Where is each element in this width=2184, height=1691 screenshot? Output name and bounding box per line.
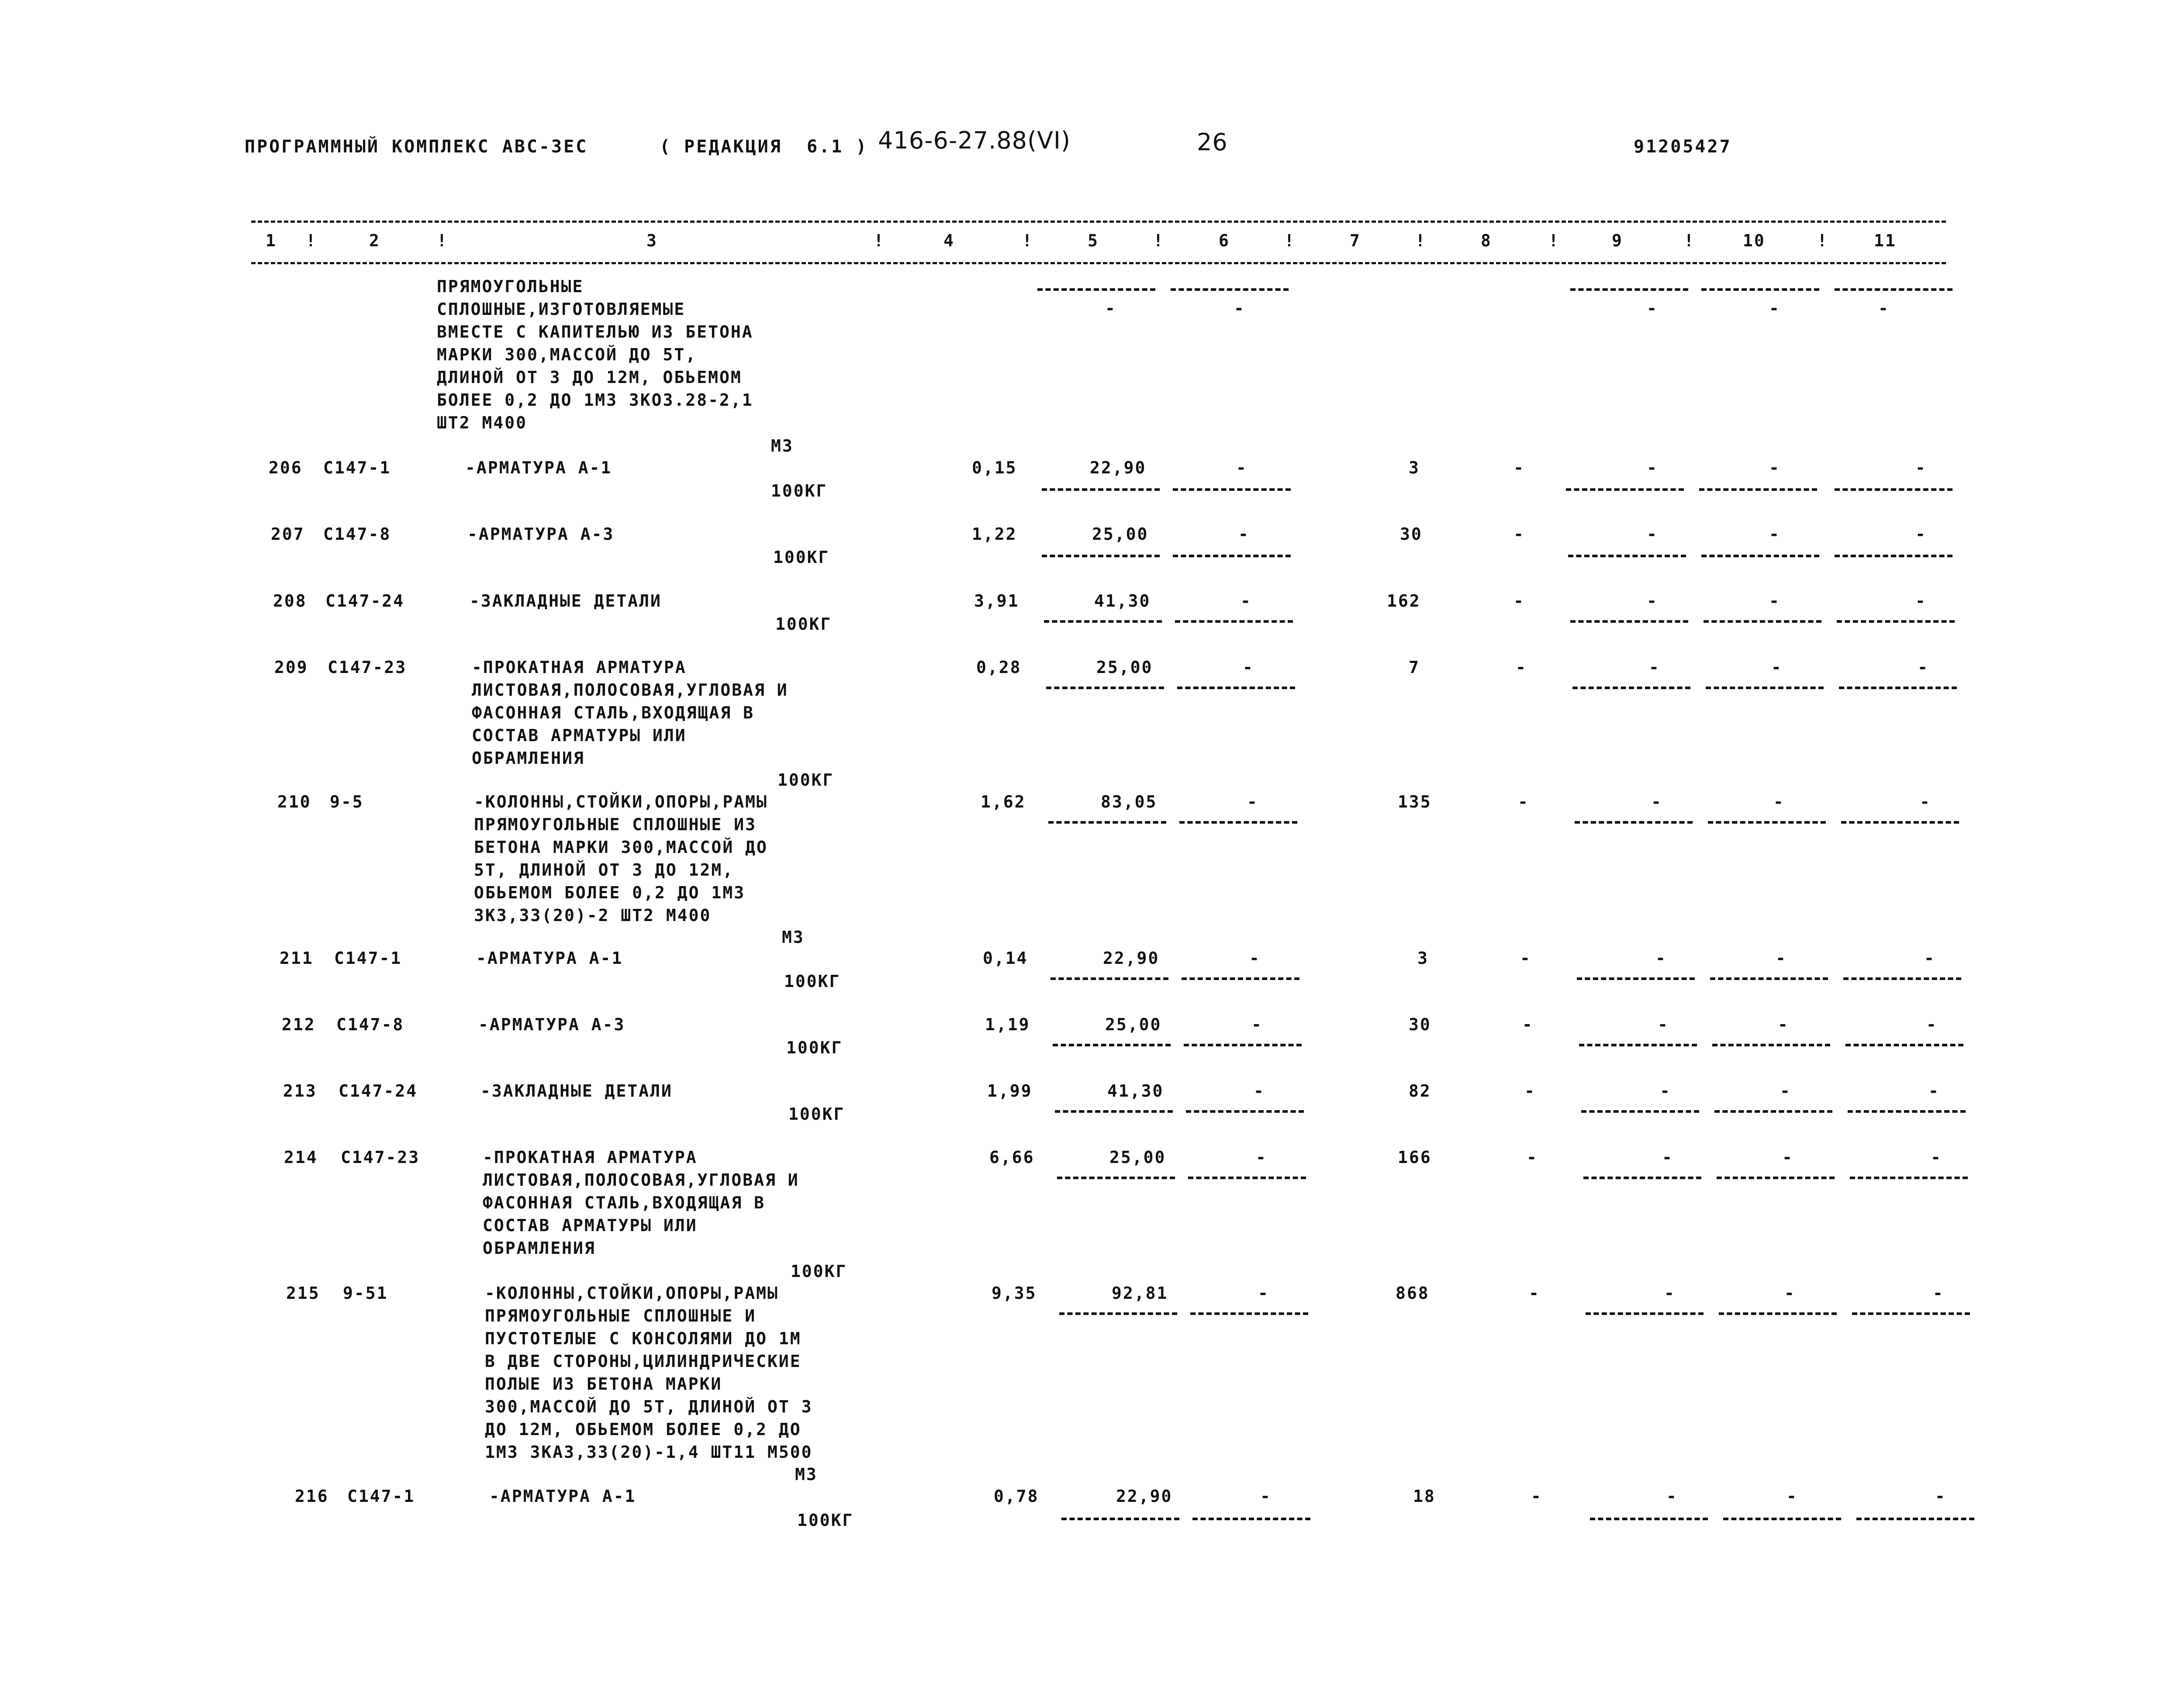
row-divider — [1184, 1044, 1302, 1046]
row-code: С147-8 — [323, 525, 391, 544]
row-col9: - — [1647, 525, 1658, 544]
row-col7: 30 — [1400, 525, 1423, 544]
row-col11: - — [1928, 1081, 1940, 1101]
row-divider — [1708, 821, 1826, 824]
row-col11: - — [1924, 949, 1935, 968]
row-col5: 25,00 — [1105, 1015, 1162, 1034]
row-divider — [1179, 821, 1297, 824]
row-col7: 868 — [1396, 1284, 1430, 1303]
row-divider — [1583, 1177, 1701, 1179]
row-col9: - — [1660, 1081, 1671, 1101]
row-col5: 22,90 — [1116, 1487, 1173, 1506]
row-divider — [1850, 1177, 1968, 1179]
row-col9: - — [1647, 591, 1658, 611]
row-divider — [1701, 555, 1819, 557]
row-divider — [1044, 620, 1162, 623]
row-divider — [1175, 620, 1293, 623]
row-col9: - — [1658, 1015, 1669, 1034]
row-col10: - — [1773, 792, 1785, 811]
row-code: С147-1 — [334, 949, 402, 968]
row-divider — [1848, 1110, 1966, 1113]
col9-divider — [1570, 288, 1688, 291]
document-code: 416-6-27.88(VI) — [878, 127, 1071, 154]
column-header: 4 — [943, 231, 955, 250]
row-col11: - — [1920, 792, 1931, 811]
program-title: ПРОГРАММНЫЙ КОМПЛЕКС АВС-ЗЕС — [245, 137, 588, 157]
column-separator: ! — [306, 231, 317, 250]
col10-divider — [1701, 288, 1819, 291]
intro-description: ПРЯМОУГОЛЬНЫЕ СПЛОШНЫЕ,ИЗГОТОВЛЯЕМЫЕ ВМЕСТЕ С КАПИТЕЛЬЮ ИЗ БЕТОНА МАРКИ 300,МАССОЙ ДО 5Т, ДЛИНОЙ ОТ 3 ДО 12М, ОБЬЕМОМ БОЛЕЕ 0,2 ДО 1М3 3КО3.28-2,1 ШТ2 М400 — [437, 277, 753, 432]
row-col6: - — [1241, 591, 1252, 611]
row-divider — [1837, 620, 1955, 623]
row-number: 213 — [283, 1081, 317, 1101]
row-col9: - — [1666, 1487, 1678, 1506]
column-separator: ! — [874, 231, 885, 250]
intro-mark-col9: - — [1647, 299, 1658, 318]
row-col9: - — [1649, 658, 1660, 677]
row-description: -КОЛОННЫ,СТОЙКИ,ОПОРЫ,РАМЫ ПРЯМОУГОЛЬНЫЕ СПЛОШНЫЕ И ПУСТОТЕЛЫЕ С КОНСОЛЯМИ ДО 1М В ДВЕ СТОРОНЫ,ЦИЛИНДРИЧЕСКИЕ ПОЛЫЕ ИЗ БЕТОНА МАРКИ 300,МАССОЙ ДО 5Т, ДЛИНОЙ ОТ 3 ДО 12М, ОБЬЕМОМ БОЛЕЕ 0,2 ДО 1М3 3КА3,33(20)-1,4 ШТ11 М500 — [485, 1284, 813, 1462]
row-col4: 3,91 — [974, 591, 1019, 611]
row-divider — [1182, 977, 1299, 980]
row-divider — [1714, 1110, 1832, 1113]
row-col6: - — [1256, 1148, 1267, 1167]
row-number: 214 — [284, 1148, 318, 1167]
row-unit: 100КГ — [784, 972, 841, 991]
row-divider — [1051, 977, 1168, 980]
row-divider — [1173, 488, 1291, 491]
row-col8: - — [1524, 1081, 1536, 1101]
row-col11: - — [1935, 1487, 1946, 1506]
row-col10: - — [1769, 525, 1780, 544]
row-col4: 1,22 — [972, 525, 1017, 544]
row-col10: - — [1782, 1148, 1794, 1167]
row-divider — [1566, 488, 1684, 491]
row-divider — [1856, 1518, 1974, 1520]
row-divider — [1843, 977, 1961, 980]
row-col10: - — [1778, 1015, 1789, 1034]
row-divider — [1186, 1110, 1304, 1113]
column-separator: ! — [437, 231, 448, 250]
row-col10: - — [1784, 1284, 1796, 1303]
row-code: 9-5 — [330, 792, 364, 811]
row-col7: 135 — [1398, 792, 1432, 811]
row-divider — [1192, 1518, 1310, 1520]
row-col4: 0,15 — [972, 458, 1017, 477]
row-col7: 3 — [1417, 949, 1429, 968]
row-col8: - — [1522, 1015, 1534, 1034]
row-col5: 25,00 — [1096, 658, 1153, 677]
document-number: 91205427 — [1634, 137, 1732, 157]
row-divider — [1717, 1177, 1835, 1179]
row-divider — [1835, 555, 1952, 557]
row-divider — [1577, 977, 1695, 980]
column-header: 7 — [1350, 231, 1361, 250]
intro-mark-col11: - — [1878, 299, 1890, 318]
row-divider — [1042, 555, 1160, 557]
row-col10: - — [1780, 1081, 1791, 1101]
row-number: 215 — [286, 1284, 320, 1303]
row-col6: - — [1249, 949, 1261, 968]
row-divider — [1852, 1312, 1970, 1315]
col11-divider — [1835, 288, 1952, 291]
row-number: 207 — [271, 525, 305, 544]
row-divider — [1173, 555, 1291, 557]
row-divider — [1053, 1044, 1171, 1046]
row-col9: - — [1655, 949, 1667, 968]
row-col4: 0,78 — [994, 1487, 1039, 1506]
row-col4: 1,62 — [981, 792, 1026, 811]
column-header: 10 — [1743, 231, 1766, 250]
row-divider — [1719, 1312, 1837, 1315]
row-divider — [1042, 488, 1160, 491]
row-col8: - — [1529, 1284, 1540, 1303]
row-col6: - — [1251, 1015, 1263, 1034]
row-col7: 7 — [1409, 658, 1420, 677]
page-number: 26 — [1197, 128, 1228, 156]
row-col4: 0,14 — [983, 949, 1028, 968]
row-number: 212 — [282, 1015, 316, 1034]
edition-label: ( РЕДАКЦИЯ 6.1 ) — [660, 137, 868, 157]
row-divider — [1059, 1312, 1177, 1315]
row-col8: - — [1514, 591, 1525, 611]
intro-mark-col5: - — [1105, 299, 1116, 318]
row-number: 209 — [274, 658, 308, 677]
row-divider — [1712, 1044, 1830, 1046]
row-code: С147-1 — [347, 1487, 415, 1506]
row-description: -ЗАКЛАДНЫЕ ДЕТАЛИ — [470, 591, 662, 611]
row-col9: - — [1664, 1284, 1676, 1303]
row-col10: - — [1771, 658, 1783, 677]
row-divider — [1046, 687, 1164, 689]
row-col7: 3 — [1409, 458, 1420, 477]
column-header: 3 — [646, 231, 658, 250]
row-description: -АРМАТУРА А-3 — [467, 525, 615, 544]
row-number: 211 — [280, 949, 314, 968]
table-header-bottom-rule — [251, 262, 1946, 264]
row-col7: 18 — [1413, 1487, 1436, 1506]
row-description: -ПРОКАТНАЯ АРМАТУРА ЛИСТОВАЯ,ПОЛОСОВАЯ,УГЛОВАЯ И ФАСОННАЯ СТАЛЬ,ВХОДЯЩАЯ В СОСТАВ АРМАТУРЫ ИЛИ ОБРАМЛЕНИЯ — [483, 1148, 799, 1258]
row-col5: 22,90 — [1090, 458, 1147, 477]
column-header: 2 — [369, 231, 380, 250]
column-header: 9 — [1612, 231, 1623, 250]
row-col9: - — [1662, 1148, 1673, 1167]
row-divider — [1590, 1518, 1708, 1520]
row-col6: - — [1258, 1284, 1269, 1303]
row-col6: - — [1238, 525, 1250, 544]
row-divider — [1699, 488, 1817, 491]
row-divider — [1581, 1110, 1699, 1113]
row-col11: - — [1933, 1284, 1944, 1303]
row-col11: - — [1926, 1015, 1938, 1034]
row-unit: 100КГ — [773, 548, 830, 567]
row-divider — [1575, 821, 1693, 824]
column-separator: ! — [1548, 231, 1560, 250]
row-col10: - — [1769, 458, 1780, 477]
row-unit: 100КГ — [778, 770, 834, 790]
row-divider — [1055, 1110, 1173, 1113]
row-col6: - — [1243, 658, 1254, 677]
row-col5: 25,00 — [1109, 1148, 1166, 1167]
row-col5: 41,30 — [1107, 1081, 1164, 1101]
row-col8: - — [1518, 792, 1529, 811]
row-col8: - — [1516, 658, 1527, 677]
row-number: 210 — [277, 792, 311, 811]
row-unit: М3 — [795, 1465, 818, 1484]
row-divider — [1586, 1312, 1704, 1315]
row-code: 9-51 — [343, 1284, 388, 1303]
column-separator: ! — [1022, 231, 1033, 250]
row-code: С147-8 — [336, 1015, 404, 1034]
row-col4: 6,66 — [989, 1148, 1035, 1167]
intro-mark-col6: - — [1234, 299, 1245, 318]
row-col5: 83,05 — [1101, 792, 1158, 811]
row-col11: - — [1915, 458, 1927, 477]
row-col11: - — [1918, 658, 1929, 677]
row-divider — [1061, 1518, 1179, 1520]
row-divider — [1841, 821, 1959, 824]
row-divider — [1704, 620, 1821, 623]
row-col10: - — [1787, 1487, 1798, 1506]
row-col11: - — [1931, 1148, 1942, 1167]
intro-unit: М3 — [771, 436, 794, 456]
row-col6: - — [1254, 1081, 1265, 1101]
row-col10: - — [1776, 949, 1787, 968]
row-col8: - — [1520, 949, 1531, 968]
row-code: С147-24 — [339, 1081, 418, 1101]
row-unit: 100КГ — [786, 1038, 843, 1057]
row-unit: М3 — [782, 928, 805, 947]
row-col5: 25,00 — [1092, 525, 1149, 544]
row-divider — [1723, 1518, 1841, 1520]
row-description: -АРМАТУРА А-1 — [489, 1487, 636, 1506]
table-top-rule — [251, 221, 1946, 223]
column-separator: ! — [1415, 231, 1427, 250]
row-description: -ПРОКАТНАЯ АРМАТУРА ЛИСТОВАЯ,ПОЛОСОВАЯ,УГЛОВАЯ И ФАСОННАЯ СТАЛЬ,ВХОДЯЩАЯ В СОСТАВ АРМАТУРЫ ИЛИ ОБРАМЛЕНИЯ — [472, 658, 788, 768]
row-col8: - — [1531, 1487, 1542, 1506]
row-col7: 162 — [1387, 591, 1421, 611]
row-col7: 82 — [1409, 1081, 1431, 1101]
row-code: С147-23 — [341, 1148, 420, 1167]
row-divider — [1706, 687, 1824, 689]
row-divider — [1190, 1312, 1308, 1315]
column-header: 5 — [1088, 231, 1099, 250]
row-col9: - — [1651, 792, 1662, 811]
intro-mark-col10: - — [1769, 299, 1780, 318]
row-unit: 100КГ — [797, 1511, 854, 1530]
col6-divider — [1171, 288, 1289, 291]
row-divider — [1057, 1177, 1175, 1179]
row-code: С147-24 — [325, 591, 405, 611]
row-col8: - — [1514, 525, 1525, 544]
row-unit: 100КГ — [775, 614, 832, 634]
column-separator: ! — [1817, 231, 1828, 250]
column-separator: ! — [1153, 231, 1165, 250]
row-col10: - — [1769, 591, 1780, 611]
column-header: 1 — [266, 231, 277, 250]
row-number: 216 — [295, 1487, 329, 1506]
row-unit: 100КГ — [791, 1262, 847, 1281]
row-description: -АРМАТУРА А-1 — [476, 949, 623, 968]
row-divider — [1839, 687, 1957, 689]
row-code: С147-23 — [328, 658, 407, 677]
row-divider — [1570, 620, 1688, 623]
row-col6: - — [1247, 792, 1258, 811]
row-divider — [1048, 821, 1166, 824]
row-divider — [1845, 1044, 1963, 1046]
row-col5: 41,30 — [1094, 591, 1151, 611]
row-code: С147-1 — [323, 458, 391, 477]
row-col8: - — [1527, 1148, 1538, 1167]
row-description: -АРМАТУРА А-3 — [478, 1015, 625, 1034]
row-number: 206 — [269, 458, 303, 477]
row-number: 208 — [273, 591, 307, 611]
row-col4: 0,28 — [976, 658, 1022, 677]
column-header: 8 — [1481, 231, 1492, 250]
row-description: -ЗАКЛАДНЫЕ ДЕТАЛИ — [480, 1081, 673, 1101]
row-divider — [1710, 977, 1828, 980]
row-col11: - — [1915, 591, 1927, 611]
column-separator: ! — [1284, 231, 1296, 250]
row-col5: 22,90 — [1103, 949, 1160, 968]
column-separator: ! — [1684, 231, 1695, 250]
row-description: -КОЛОННЫ,СТОЙКИ,ОПОРЫ,РАМЫ ПРЯМОУГОЛЬНЫЕ СПЛОШНЫЕ ИЗ БЕТОНА МАРКИ 300,МАССОЙ ДО 5Т, ДЛИНОЙ ОТ 3 ДО 12М, ОБЬЕМОМ БОЛЕЕ 0,2 ДО 1М3 3К3,33(20)-2 ШТ2 М400 — [474, 792, 768, 925]
row-divider — [1579, 1044, 1697, 1046]
row-col6: - — [1236, 458, 1248, 477]
row-divider — [1188, 1177, 1306, 1179]
column-header: 11 — [1874, 231, 1897, 250]
row-col7: 30 — [1409, 1015, 1431, 1034]
row-col9: - — [1647, 458, 1658, 477]
row-col8: - — [1514, 458, 1525, 477]
row-col6: - — [1260, 1487, 1272, 1506]
row-col4: 1,19 — [985, 1015, 1030, 1034]
column-header: 6 — [1219, 231, 1230, 250]
row-divider — [1177, 687, 1295, 689]
row-col4: 1,99 — [987, 1081, 1033, 1101]
row-unit: 100КГ — [771, 481, 828, 500]
row-col4: 9,35 — [992, 1284, 1037, 1303]
row-col5: 92,81 — [1112, 1284, 1168, 1303]
row-divider — [1835, 488, 1952, 491]
row-description: -АРМАТУРА А-1 — [465, 458, 612, 477]
row-divider — [1572, 687, 1690, 689]
row-divider — [1568, 555, 1686, 557]
row-unit: 100КГ — [788, 1104, 845, 1124]
row-col7: 166 — [1398, 1148, 1432, 1167]
row-col11: - — [1915, 525, 1927, 544]
col5-divider — [1037, 288, 1155, 291]
